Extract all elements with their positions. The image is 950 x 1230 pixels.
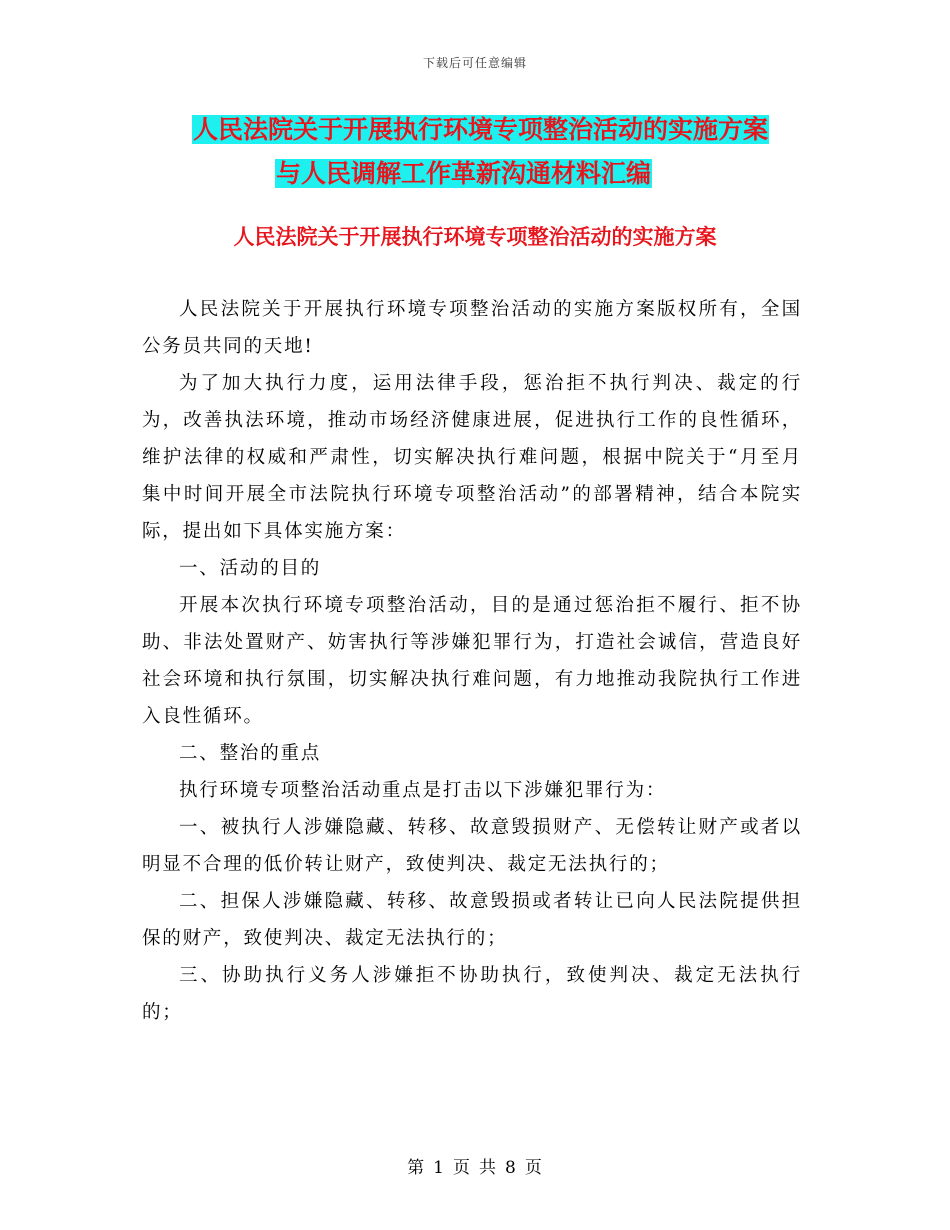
footer-page-current: 1 [433,1158,445,1178]
footer-label-unit: 页 [453,1158,471,1178]
footer-label-total: 共 [479,1158,497,1178]
paragraph-focus-intro: 执行环境专项整治活动重点是打击以下涉嫌犯罪行为： [179,780,667,801]
paragraph-intro: 人民法院关于开展执行环境专项整治活动的实施方案版权所有，全国公务员共同的天地! [142,299,802,357]
heading-activity-goal: 一、活动的目的 [179,558,322,579]
list-item-3: 三、协助执行义务人涉嫌拒不协助执行，致使判决、裁定无法执行的； [142,965,802,1023]
heading-focus: 二、整治的重点 [179,743,322,764]
paragraph-activity-goal: 开展本次执行环境专项整治活动，目的是通过惩治拒不履行、拒不协助、非法处置财产、妨害执行等涉嫌犯罪行为，打造社会诚信，营造良好社会环境和执行氛围，切实解决执行难问题，有力地推动我院执行工作进入良性循环。 [142,595,802,727]
footer-label-page: 第 [407,1158,426,1178]
footer-page-total: 8 [505,1158,517,1178]
list-item-2: 二、担保人涉嫌隐藏、转移、故意毁损或者转让已向人民法院提供担保的财产，致使判决、裁定无法执行的； [142,891,802,949]
main-title-line-1-text: 人民法院关于开展执行环境专项整治活动的实施方案 [193,115,769,144]
footer-label-unit2: 页 [524,1158,543,1178]
list-item-1: 一、被执行人涉嫌隐藏、转移、故意毁损财产、无偿转让财产或者以明显不合理的低价转让财产，致使判决、裁定无法执行的； [142,817,802,875]
page-footer [0,1153,950,1178]
paragraph-purpose: 为了加大执行力度，运用法律手段，惩治拒不执行判决、裁定的行为，改善执法环境，推动市场经济健康进展，促进执行工作的良性循环，维护法律的权威和严肃性，切实解决执行难问题，根据中院关于“月至月集中时间开展全市法院执行环境专项整治活动”的部署精神，结合本院实际，提出如下具体实施方案： [142,373,802,542]
main-title-line-2 [0,156,950,192]
document-body [142,291,802,1031]
main-title-line-2-text: 与人民调解工作革新沟通材料汇编 [276,159,652,188]
main-title-line-1 [0,112,950,148]
header-note: 下载后可任意编辑 [422,56,527,70]
section-title: 人民法院关于开展执行环境专项整治活动的实施方案 [233,225,717,249]
